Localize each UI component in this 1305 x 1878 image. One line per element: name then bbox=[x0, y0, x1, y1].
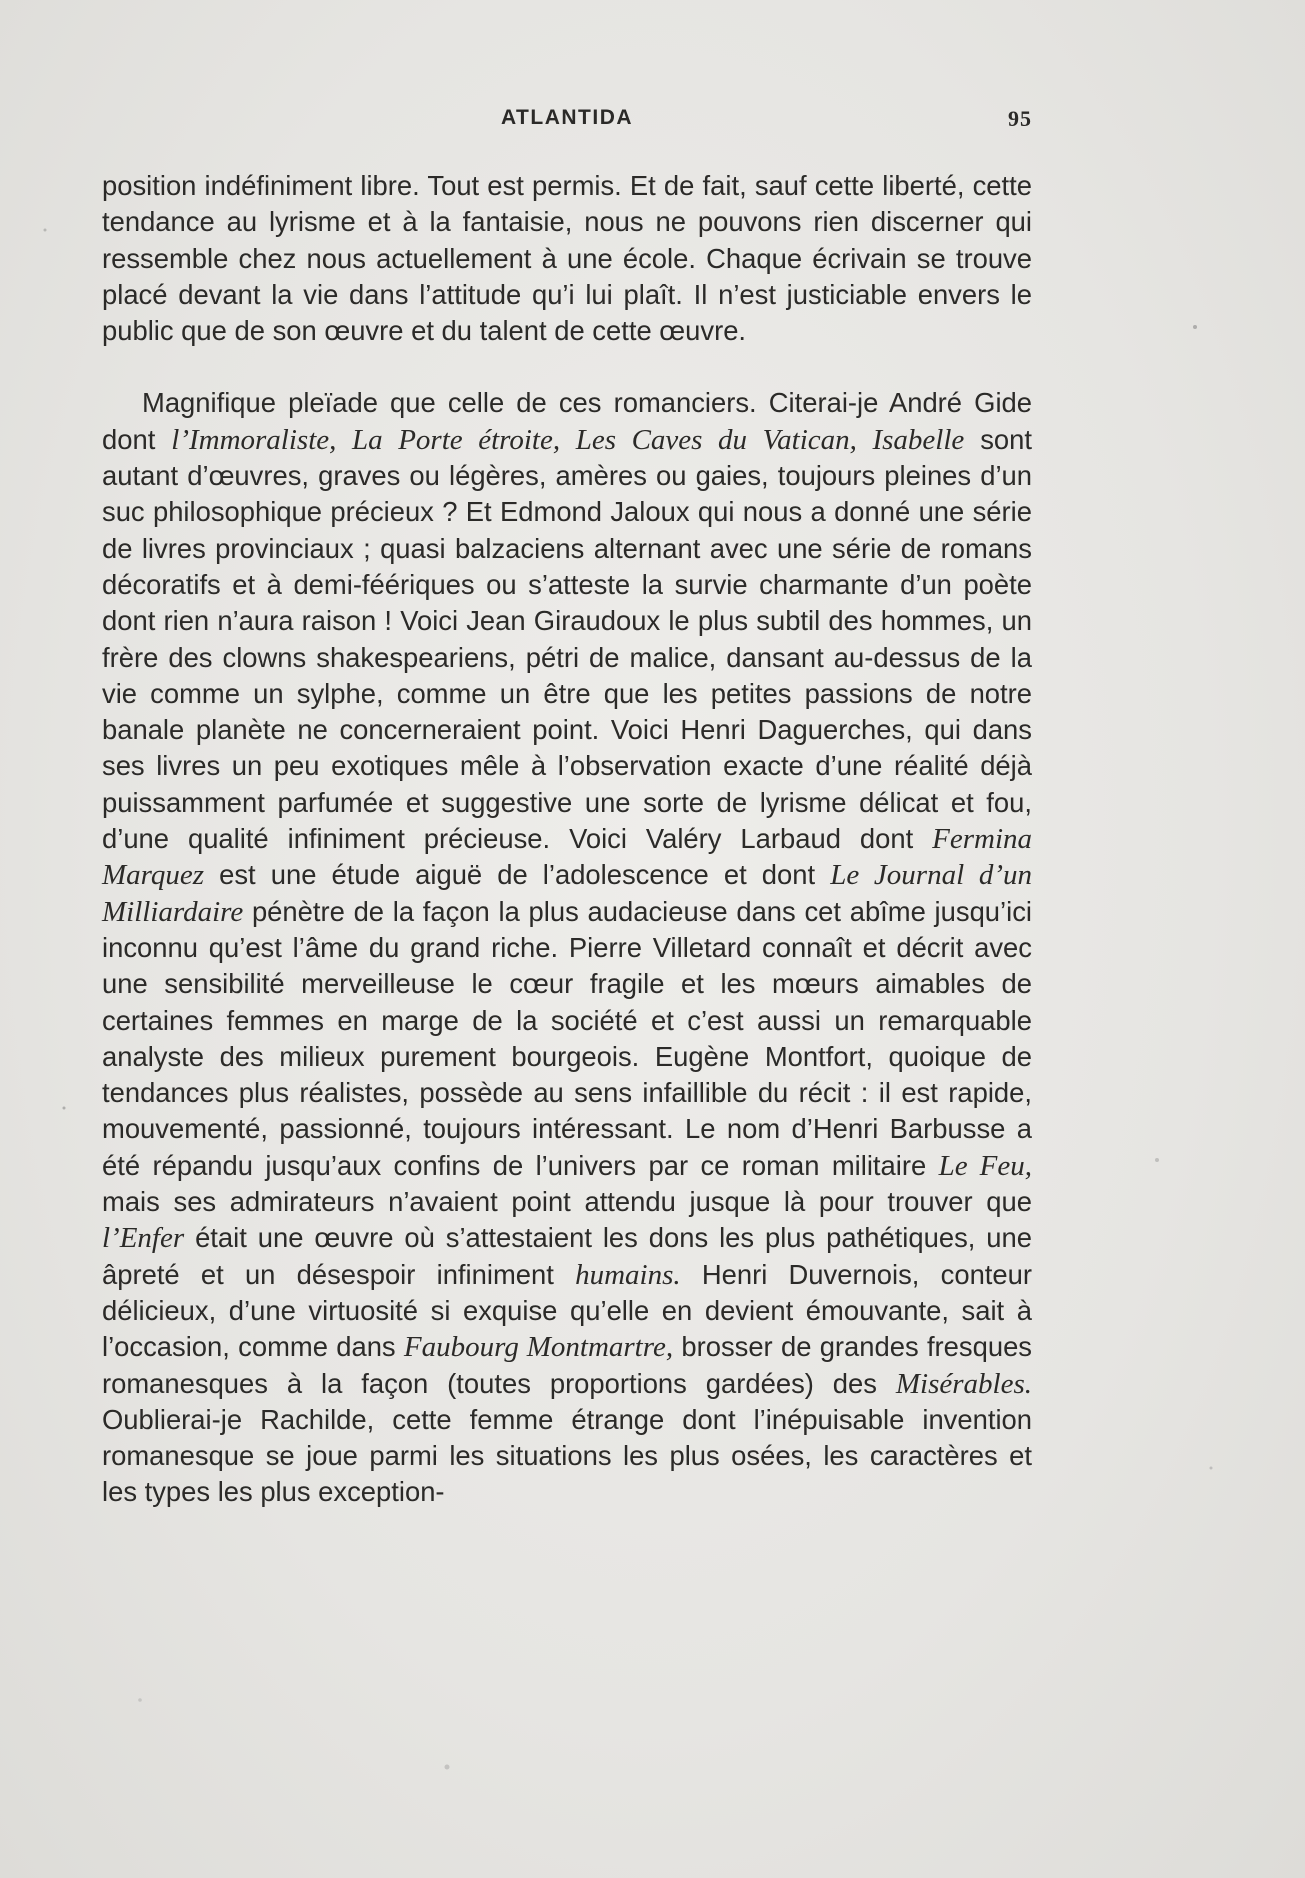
running-head bbox=[102, 106, 1032, 136]
text-run: sont autant d’œuvres, graves ou légères, amères ou gaies, toujours pleines d’un suc philosophique précieux ? Et Edmond Jaloux qui nous a donné une série de livres provinciaux ; quasi balzaciens alternant avec une série de romans décoratifs et à demi-féériques ou s’atteste la survie charmante d’un poète dont rien n’aura raison ! Voici Jean Giraudoux le plus subtil des hommes, un frère des clowns shakespeariens, pétri de malice, dansant au-dessus de la vie comme un sylphe, comme un être que les petites passions de notre banale planète ne concerneraient point. Voici Henri Daguerches, qui dans ses livres un peu exotiques mêle à l’observation exacte d’une réalité déjà puissamment parfumée et suggestive une sorte de lyrisme délicat et fou, d’une qualité infiniment précieuse. Voici Valéry Larbaud dont bbox=[102, 423, 1032, 855]
running-title: ATLANTIDA bbox=[500, 106, 634, 129]
text-run: pénètre de la façon la plus audacieuse dans cet abîme jusqu’ici inconnu qu’est l’âme du grand riche. Pierre Villetard connaît et décrit avec une sensibilité merveilleuse le cœur fragile et les mœurs aimables de certaines femmes en marge de la société et c’est aussi un remarquable analyste des milieux purement bourgeois. Eugène Montfort, quoique de tendances plus réalistes, possède au sens infaillible du récit : il est rapide, mouvementé, passionné, toujours intéressant. Le nom d’Henri Barbusse a été répandu jusqu’aux confins de l’univers par ce roman militaire bbox=[102, 895, 1032, 1181]
book-title-l-enfer: l’Enfer bbox=[102, 1222, 185, 1255]
book-page bbox=[102, 0, 1032, 1878]
text-run: brosser de grandes fresques romanesques à la façon (toutes proportions gardées) des bbox=[102, 1331, 1033, 1399]
book-title-le-feu: Le Feu, bbox=[938, 1149, 1032, 1182]
text-run: est une étude aiguë de l’adolescence et dont bbox=[204, 859, 831, 891]
book-title-journal-milliardaire: Le Journal d’un Milliardaire bbox=[102, 859, 1033, 928]
emphasis-humains: humains. bbox=[575, 1258, 681, 1291]
book-title-fermina-marquez: Fermina Marquez bbox=[102, 823, 1032, 892]
book-title-faubourg-montmartre: Faubourg Montmartre, bbox=[403, 1331, 674, 1364]
text-run: était une œuvre où s’attestaient les dons les plus pathétiques, une âpreté et un désespoir infiniment bbox=[102, 1222, 1032, 1290]
body-text bbox=[102, 168, 1032, 1511]
text-run: Magnifique pleïade que celle de ces romanciers. Citerai-je André Gide dont bbox=[102, 387, 1032, 455]
text-run: Oublierai-je Rachilde, cette femme étrange dont l’inépuisable invention romanesque se joue parmi les situations les plus osées, les caractères et les types les plus exception- bbox=[102, 1403, 1032, 1508]
paragraph-1 bbox=[102, 168, 1032, 349]
text-run: mais ses admirateurs n’avaient point attendu jusque là pour trouver que bbox=[102, 1186, 1032, 1218]
text-run: Henri Duvernois, conteur délicieux, d’une virtuosité si exquise qu’elle en devient émouvante, sait à l’occasion, comme dans bbox=[102, 1258, 1032, 1363]
paragraph-1-text: position indéfiniment libre. Tout est permis. Et de fait, sauf cette liberté, cette tendance au lyrisme et à la fantaisie, nous ne pouvons rien discerner qui ressemble chez nous actuellement à une école. Chaque écrivain se trouve placé devant la vie dans l’attitude qu’i lui plaît. Il n’est justiciable envers le public que de son œuvre et du talent de cette œuvre. bbox=[102, 170, 1032, 347]
page-number: 95 bbox=[1008, 106, 1032, 131]
book-title-miserables: Misérables. bbox=[895, 1367, 1032, 1400]
book-title-gide: l’Immoraliste, La Porte étroite, Les Caves du Vatican, Isabelle bbox=[171, 423, 965, 456]
paragraph-2 bbox=[102, 385, 1032, 1510]
